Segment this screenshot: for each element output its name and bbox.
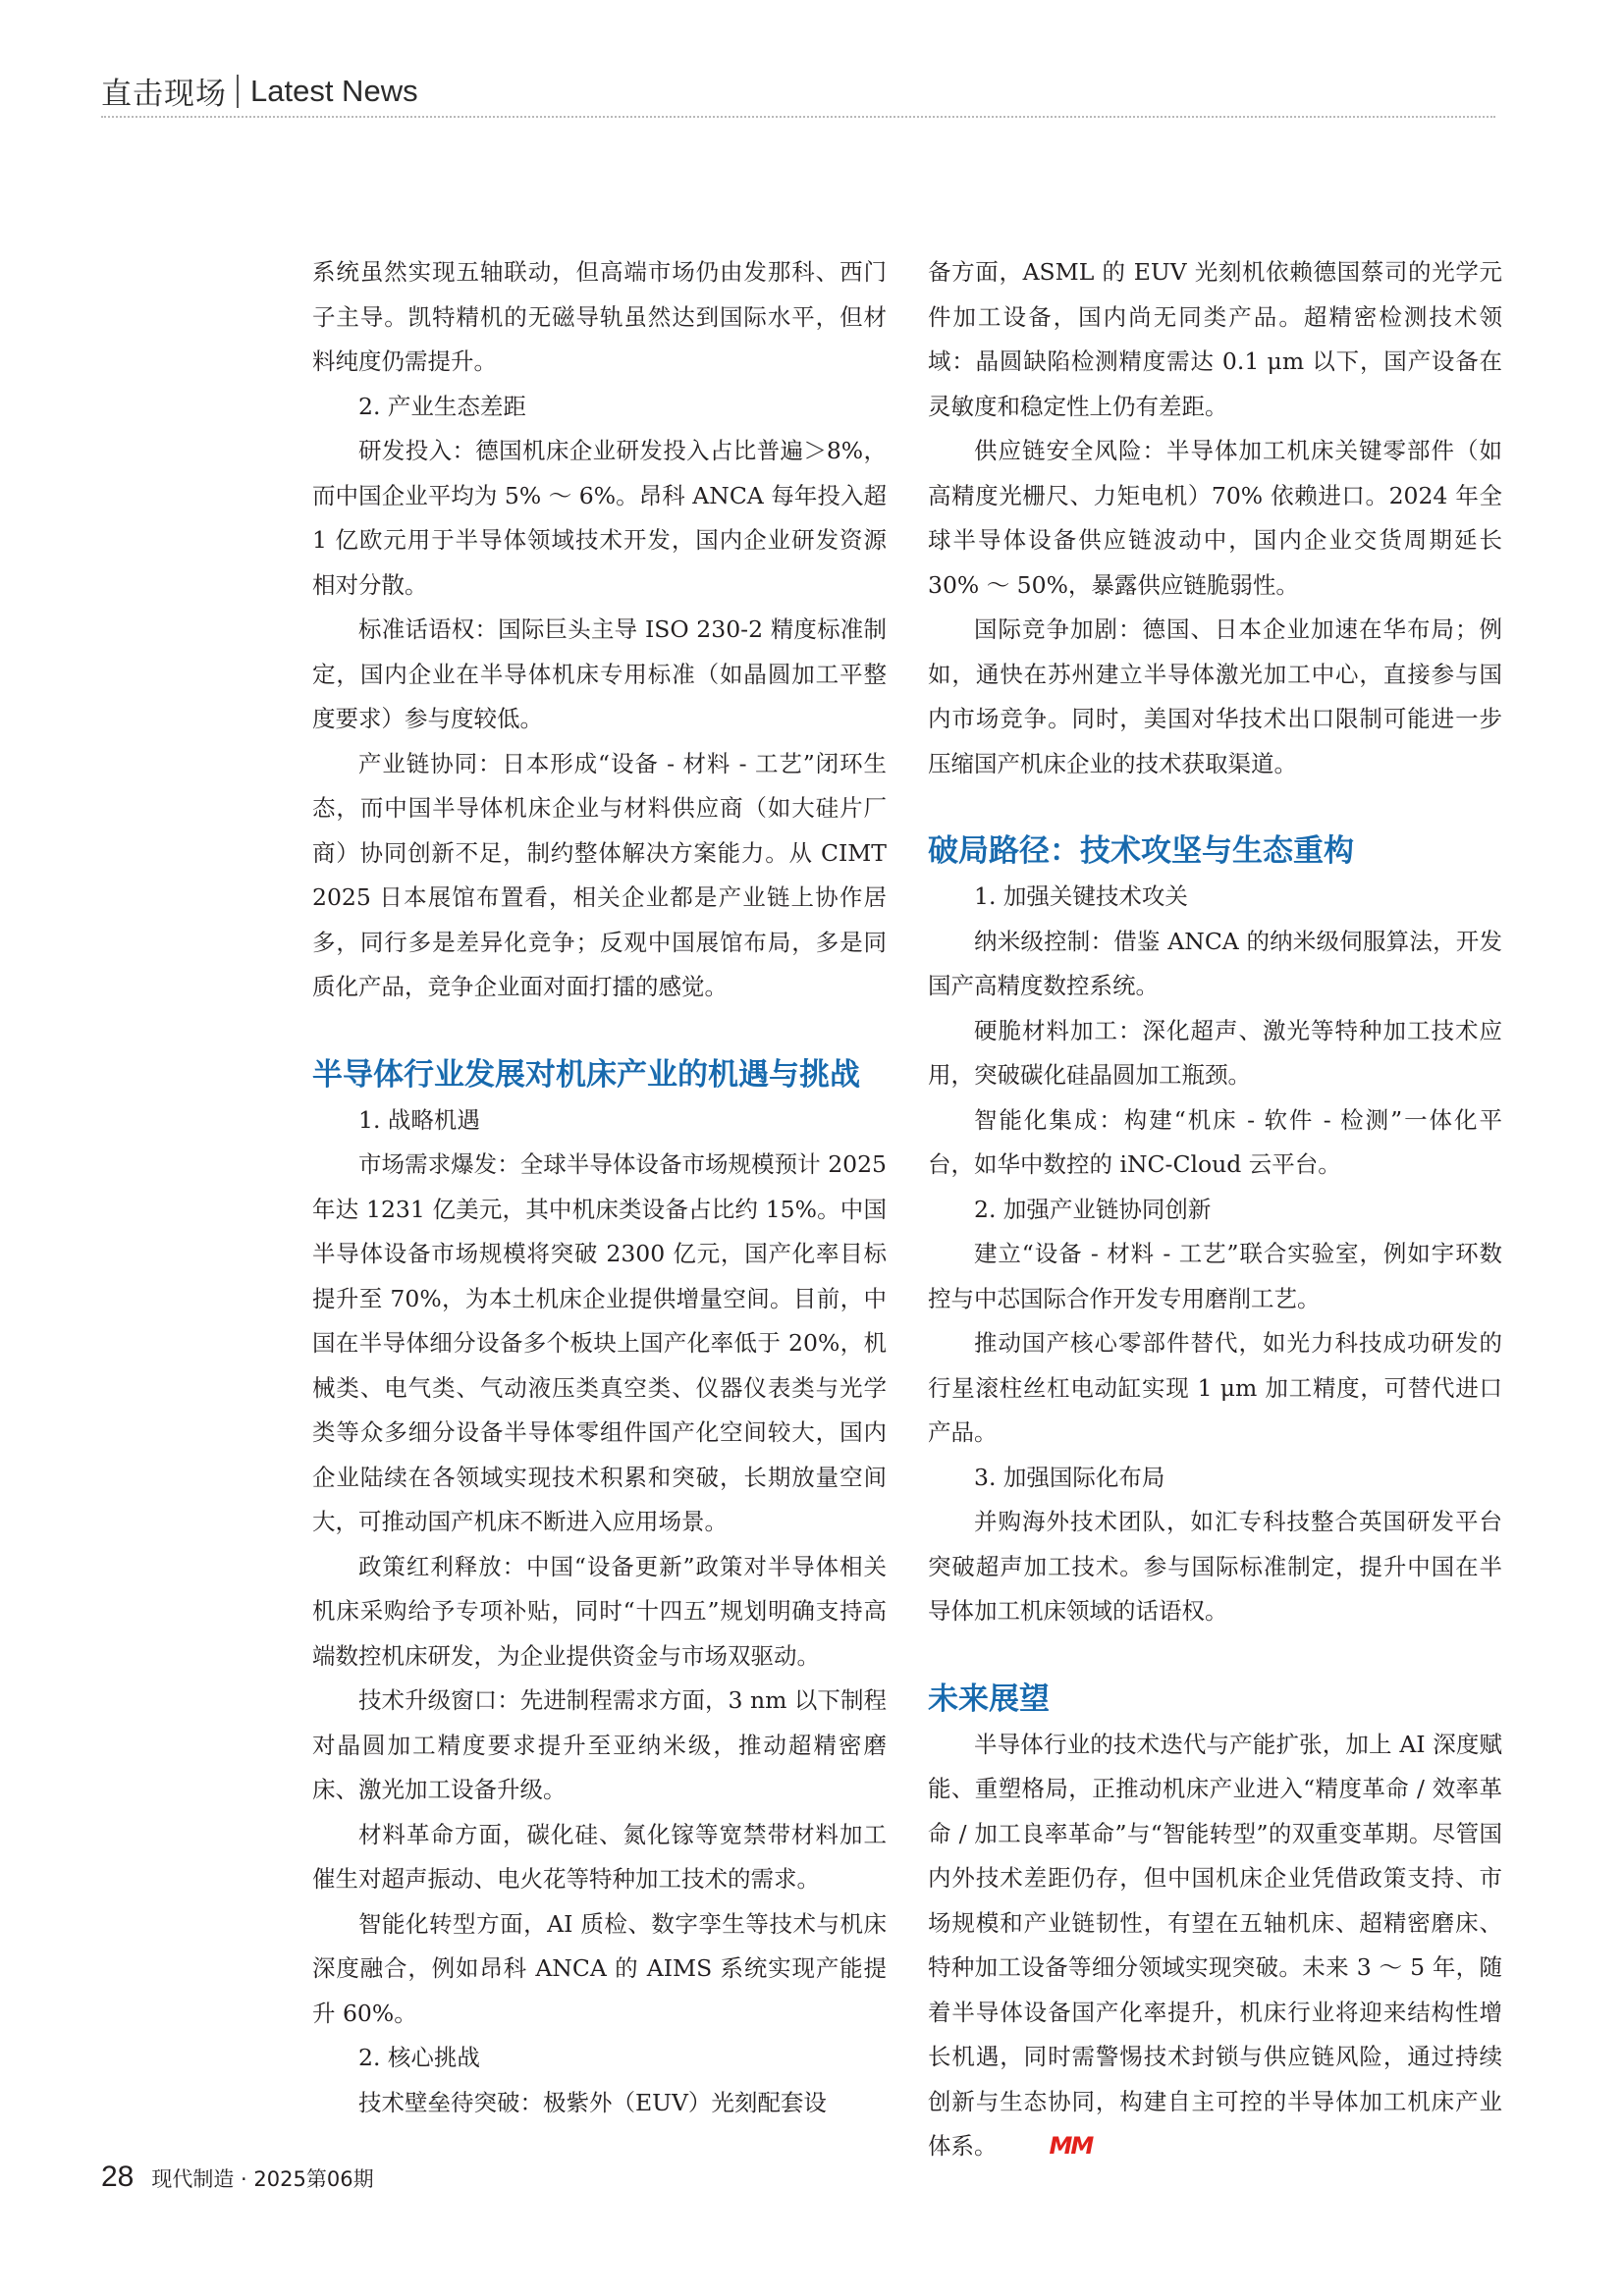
paragraph: 产业链协同：日本形成“设备 - 材料 - 工艺”闭环生态，而中国半导体机床企业与材料供应商（如大硅片厂商）协同创新不足，制约整体解决方案能力。从 CIMT 2025 日本展馆布置看，相关企业都是产业链上协作居多，同行多是差异化竞争；反观中国展馆布局，多是同质化产品，竞争企业面对面打擂的感觉。 bbox=[312, 749, 887, 1000]
right-column bbox=[928, 250, 1502, 2169]
subsection-title: 1. 加强关键技术攻关 bbox=[974, 882, 1188, 910]
paragraph: 市场需求爆发：全球半导体设备市场规模预计 2025 年达 1231 亿美元，其中机床类设备占比约 15%。中国半导体设备市场规模将突破 2300 亿元，国产化率目标提升至 70%，为本土机床企业提供增量空间。目前，中国在半导体细分设备多个板块上国产化率低于 20%，机械类、电气类、气动液压类真空类、仪器仪表类与光学类等众多细分设备半导体零组件国产化空间较大，国内企业陆续在各领域实现技术积累和突破，长期放量空间大，可推动国产机床不断进入应用场景。 bbox=[312, 1150, 887, 1535]
magazine-issue: 现代制造 · 2025第06期 bbox=[151, 2167, 374, 2191]
paragraph: 纳米级控制：借鉴 ANCA 的纳米级伺服算法，开发国产高精度数控系统。 bbox=[928, 927, 1502, 999]
page-footer bbox=[101, 2161, 374, 2194]
paragraph: 材料革命方面，碳化硅、氮化镓等宽禁带材料加工催生对超声振动、电火花等特种加工技术的需求。 bbox=[312, 1820, 887, 1893]
page-number: 28 bbox=[101, 2161, 135, 2193]
paragraph: 智能化集成：构建“机床 - 软件 - 检测”一体化平台，如华中数控的 iNC-Cloud 云平台。 bbox=[928, 1105, 1502, 1178]
paragraph bbox=[928, 1723, 1502, 2169]
running-header bbox=[101, 69, 418, 113]
paragraph-text: 半导体行业的技术迭代与产能扩张，加上 AI 深度赋能、重塑格局，正推动机床产业进入“精度革命 / 效率革命 / 加工良率革命”与“智能转型”的双重变革期。尽管国内外技术差距仍存，但中国机床企业凭借政策支持、市场规模和产业链韧性，有望在五轴机床、超精密磨床、特种加工设备等细分领域实现突破。未来 3 ～ 5 年，随着半导体设备国产化率提升，机床行业将迎来结构性增长机遇，同时需警惕技术封锁与供应链风险，通过持续创新与生态协同，构建自主可控的半导体加工机床产业体系。 bbox=[928, 1730, 1502, 2160]
header-divider bbox=[237, 75, 239, 108]
paragraph: 建立“设备 - 材料 - 工艺”联合实验室，例如宇环数控与中芯国际合作开发专用磨削工艺。 bbox=[928, 1240, 1502, 1312]
paragraph: 技术升级窗口：先进制程需求方面，3 nm 以下制程对晶圆加工精度要求提升至亚纳米级，推动超精密磨床、激光加工设备升级。 bbox=[312, 1686, 887, 1803]
paragraph: 系统虽然实现五轴联动，但高端市场仍由发那科、西门子主导。凯特精机的无磁导轨虽然达到国际水平，但材料纯度仍需提升。 bbox=[312, 258, 887, 375]
magazine-end-mark-logo: MM bbox=[1049, 2132, 1093, 2160]
paragraph: 技术壁垒待突破：极紫外（EUV）光刻配套设 bbox=[358, 2088, 827, 2116]
header-dotted-rule bbox=[101, 116, 1495, 118]
section-heading: 未来展望 bbox=[928, 1681, 1050, 1717]
subsection-title: 2. 核心挑战 bbox=[358, 2044, 480, 2071]
subsection-title: 2. 产业生态差距 bbox=[358, 392, 526, 420]
paragraph: 研发投入：德国机床企业研发投入占比普遍＞8%，而中国企业平均为 5% ～ 6%。昂科 ANCA 每年投入超 1 亿欧元用于半导体领域技术开发，国内企业研发资源相对分散。 bbox=[312, 437, 887, 599]
paragraph: 并购海外技术团队，如汇专科技整合英国研发平台突破超声加工技术。参与国际标准制定，提升中国在半导体加工机床领域的话语权。 bbox=[928, 1508, 1502, 1625]
section-title-en: Latest News bbox=[250, 73, 418, 108]
paragraph: 标准话语权：国际巨头主导 ISO 230-2 精度标准制定，国内企业在半导体机床专用标准（如晶圆加工平整度要求）参与度较低。 bbox=[312, 615, 887, 732]
subsection-title: 1. 战略机遇 bbox=[358, 1105, 480, 1134]
section-heading: 破局路径：技术攻坚与生态重构 bbox=[928, 833, 1354, 869]
subsection-title: 3. 加强国际化布局 bbox=[974, 1463, 1165, 1491]
paragraph: 供应链安全风险：半导体加工机床关键零部件（如高精度光栅尺、力矩电机）70% 依赖进口。2024 年全球半导体设备供应链波动中，国内企业交货周期延长 30% ～ 50%，暴露供应链脆弱性。 bbox=[928, 437, 1502, 599]
paragraph: 国际竞争加剧：德国、日本企业加速在华布局；例如，通快在苏州建立半导体激光加工中心，直接参与国内市场竞争。同时，美国对华技术出口限制可能进一步压缩国产机床企业的技术获取渠道。 bbox=[928, 615, 1502, 777]
paragraph: 政策红利释放：中国“设备更新”政策对半导体相关机床采购给予专项补贴，同时“十四五”规划明确支持高端数控机床研发，为企业提供资金与市场双驱动。 bbox=[312, 1552, 887, 1670]
left-column bbox=[312, 250, 887, 2125]
section-title-cn: 直击现场 bbox=[101, 77, 227, 112]
paragraph: 智能化转型方面，AI 质检、数字孪生等技术与机床深度融合，例如昂科 ANCA 的 AIMS 系统实现产能提升 60%。 bbox=[312, 1909, 887, 2027]
subsection-title: 2. 加强产业链协同创新 bbox=[974, 1195, 1212, 1223]
paragraph: 硬脆材料加工：深化超声、激光等特种加工技术应用，突破碳化硅晶圆加工瓶颈。 bbox=[928, 1016, 1502, 1089]
section-heading: 半导体行业发展对机床产业的机遇与挑战 bbox=[312, 1056, 860, 1093]
paragraph: 备方面，ASML 的 EUV 光刻机依赖德国蔡司的光学元件加工设备，国内尚无同类产品。超精密检测技术领域：晶圆缺陷检测精度需达 0.1 μm 以下，国产设备在灵敏度和稳定性上仍有差距。 bbox=[928, 258, 1502, 420]
paragraph: 推动国产核心零部件替代，如光力科技成功研发的行星滚柱丝杠电动缸实现 1 μm 加工精度，可替代进口产品。 bbox=[928, 1329, 1502, 1446]
